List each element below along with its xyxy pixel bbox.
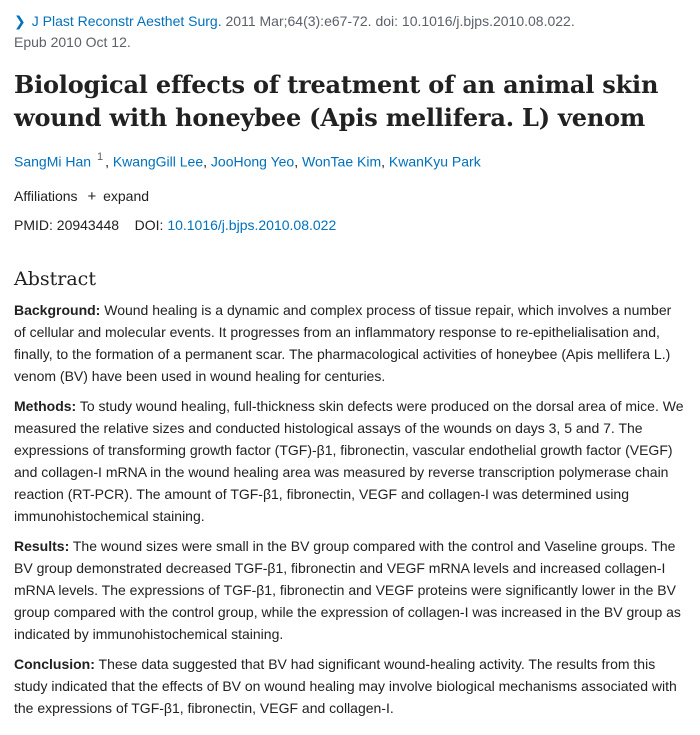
section-text: These data suggested that BV had significant wound-healing activity. The results from this study indicated that the effects of BV on wound healing may involve biological mechanisms associated with the expressions of TGF-β1, fibronectin, VEGF and collagen-I. <box>14 655 677 716</box>
section-label: Methods: <box>14 397 77 414</box>
citation-details: 2011 Mar;64(3):e67-72. doi: 10.1016/j.bjps.2010.08.022. <box>225 13 575 29</box>
journal-link[interactable]: J Plast Reconstr Aesthet Surg. <box>31 13 222 29</box>
affiliations-expand-button[interactable] <box>87 188 149 204</box>
affiliations-row <box>14 186 686 207</box>
section-label: Results: <box>14 537 70 554</box>
epub-date: Epub 2010 Oct 12. <box>14 34 131 50</box>
author-link-5[interactable]: KwanKyu Park <box>388 153 481 170</box>
affiliation-ref[interactable]: 1 <box>96 151 104 163</box>
pmid-value: 20943448 <box>56 216 120 233</box>
expand-label: expand <box>103 187 150 204</box>
author-link-3[interactable]: JooHong Yeo <box>210 153 295 170</box>
abstract-results <box>14 535 686 645</box>
section-text: To study wound healing, full-thickness skin defects were produced on the dorsal area of mice. We measured the relative sizes and conducted histological assays of the wounds on days 3, 5 and 7. The expressions of transforming growth factor (TGF)-β1, fibronectin, vascular endothelial growth factor (VEGF) and collagen-I mRNA in the wound healing area was measured by reverse transcription polymerase chain reaction (RT-PCR). The amount of TGF-β1, fibronectin, VEGF and collagen-I was determined using immunohistochemical staining. <box>14 397 684 524</box>
doi-label: DOI: <box>134 216 164 233</box>
affiliations-label: Affiliations <box>14 187 78 204</box>
pmid-label: PMID: <box>14 216 53 233</box>
chevron-right-icon[interactable]: ❯ <box>14 13 26 29</box>
citation <box>14 11 686 53</box>
author-list: SangMi Han $^1$ , KwangGill Lee, JooHong Yeo, WonTae Kim, KwanKyu Park <box>14 151 481 170</box>
abstract-heading: Abstract <box>14 267 96 290</box>
plus-icon: + <box>87 187 97 205</box>
abstract-background <box>14 299 686 387</box>
identifiers <box>14 215 686 235</box>
author-link-4[interactable]: WonTae Kim <box>302 153 382 170</box>
abstract-conclusion <box>14 653 686 719</box>
section-label: Background: <box>14 301 101 318</box>
section-text: Wound healing is a dynamic and complex process of tissue repair, which involves a number of cellular and molecular events. It progresses from an inflammatory response to re-epithelialisation and, finally, to the formation of a permanent scar. The pharmacological activities of honeybee (Apis mellifera L.) venom (BV) have been used in wound healing for centuries. <box>14 301 672 384</box>
article-title: Biological effects of treatment of an animal skin wound with honeybee (Apis mellifera. L) venom <box>14 70 659 132</box>
section-text: The wound sizes were small in the BV group compared with the control and Vaseline groups. The BV group demonstrated decreased TGF-β1, fibronectin and VEGF mRNA levels and increased collagen-I mRNA levels. The expressions of TGF-β1, fibronectin and VEGF proteins were significantly lower in the BV group compared with the control group, while the expression of collagen-I was increased in the BV group as indicated by immunohistochemical staining. <box>14 537 681 642</box>
author-link-1[interactable]: SangMi Han <box>14 153 92 170</box>
section-label: Conclusion: <box>14 655 95 672</box>
author-link-2[interactable]: KwangGill Lee <box>112 153 204 170</box>
doi-link[interactable]: 10.1016/j.bjps.2010.08.022 <box>167 216 337 233</box>
abstract-methods <box>14 395 686 527</box>
